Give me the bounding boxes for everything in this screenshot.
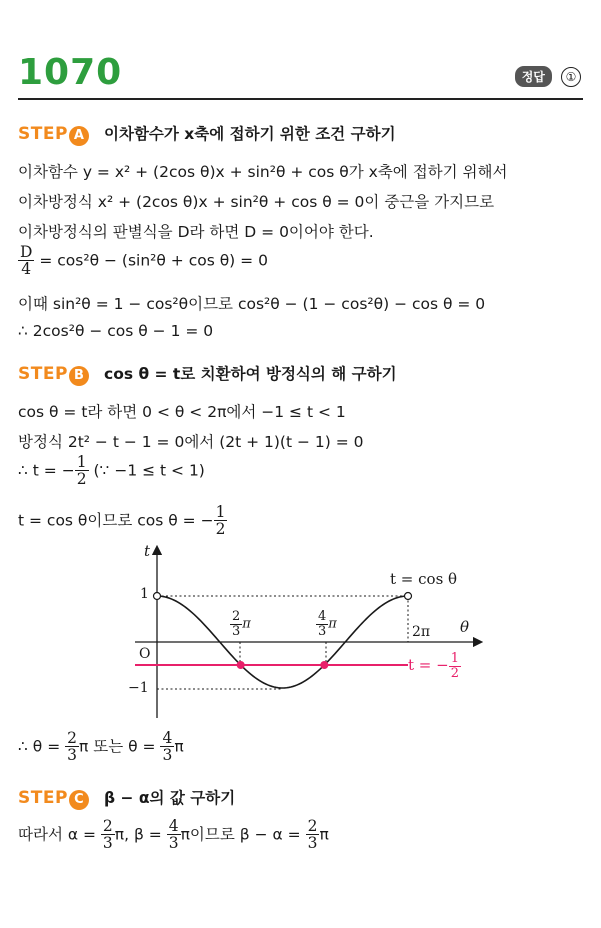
step-b-label: STEP: [18, 364, 68, 384]
x-2pi-label: 2π: [412, 624, 431, 640]
step-a-letter: A: [69, 126, 89, 146]
theta-axis-label: θ: [460, 618, 470, 636]
x-2pi3-label: $\frac{2}{3}$ π: [232, 609, 251, 639]
step-a-line6: ∴ 2cos²θ − cos θ − 1 = 0: [18, 322, 214, 340]
d-over-4-fraction: $\frac{D}{4}$: [20, 243, 33, 279]
header-divider: [18, 98, 583, 100]
step-b-line3: ∴ t = − $\frac{1}{2}$ (∵ −1 ≤ t < 1): [18, 453, 205, 489]
step-a-title: 이차함수가 x축에 접하기 위한 조건 구하기: [104, 125, 396, 143]
step-c-letter: C: [69, 790, 89, 810]
intersection-point-2: [320, 661, 328, 669]
step-b-heading: [18, 362, 397, 386]
open-point-start: [154, 593, 161, 600]
step-b-line2: 방정식 2t² − t − 1 = 0에서 (2t + 1)(t − 1) = 0: [18, 433, 364, 451]
step-b-title: cos θ = t로 치환하여 방정식의 해 구하기: [104, 365, 397, 383]
step-a-line3: 이차방정식의 판별식을 D라 하면 D = 0이어야 한다.: [18, 223, 374, 241]
open-point-end: [405, 593, 412, 600]
step-a-label: STEP: [18, 124, 68, 144]
t-axis-label: t: [144, 542, 151, 560]
result-b: ∴ θ = $\frac{2}{3}$ π 또는 θ = $\frac{4}{3}$ π: [18, 729, 184, 765]
answer-mark: ①: [561, 67, 581, 87]
intersection-point-1: [237, 661, 245, 669]
y-neg-one-label: −1: [128, 680, 149, 696]
problem-number: 1070: [18, 52, 123, 93]
answer-indicator: [515, 66, 581, 87]
step-c-heading: [18, 786, 235, 810]
step-c-title: β − α의 값 구하기: [104, 789, 236, 807]
step-b-line1: cos θ = t라 하면 0 < θ < 2π에서 −1 ≤ t < 1: [18, 403, 346, 421]
half-fraction-2: $\frac{1}{2}$: [215, 503, 226, 539]
cosine-curve: [157, 596, 408, 688]
curve-label: t = cos θ: [390, 570, 458, 588]
step-a-line5: 이때 sin²θ = 1 − cos²θ이므로 cos²θ − (1 − cos²θ) − cos θ = 0: [18, 295, 486, 313]
answer-badge: 정답: [515, 66, 552, 87]
line-label: t = − $\frac{1}{2}$: [408, 651, 459, 681]
step-a-line4: $\frac{D}{4}$ = cos²θ − (sin²θ + cos θ) = 0: [20, 243, 268, 279]
step-a-line1: 이차함수 y = x² + (2cos θ)x + sin²θ + cos θ가 x축에 접하기 위해서: [18, 163, 508, 181]
step-c-label: STEP: [18, 788, 68, 808]
step-b-line4: t = cos θ이므로 cos θ = − $\frac{1}{2}$: [18, 503, 226, 539]
y-one-label: 1: [140, 586, 149, 602]
step-b-letter: B: [69, 366, 89, 386]
step-c-line1: 따라서 α = $\frac{2}{3}$ π, β = $\frac{4}{3}$ π이므로 β − α = $\frac{2}{3}$ π: [18, 817, 329, 853]
origin-label: O: [139, 646, 151, 662]
half-fraction: $\frac{1}{2}$: [76, 453, 87, 489]
step-a-line2: 이차방정식 x² + (2cos θ)x + sin²θ + cos θ = 0이 중근을 가지므로: [18, 193, 495, 211]
step-a-heading: [18, 122, 396, 146]
x-4pi3-label: $\frac{4}{3}$ π: [318, 609, 337, 639]
